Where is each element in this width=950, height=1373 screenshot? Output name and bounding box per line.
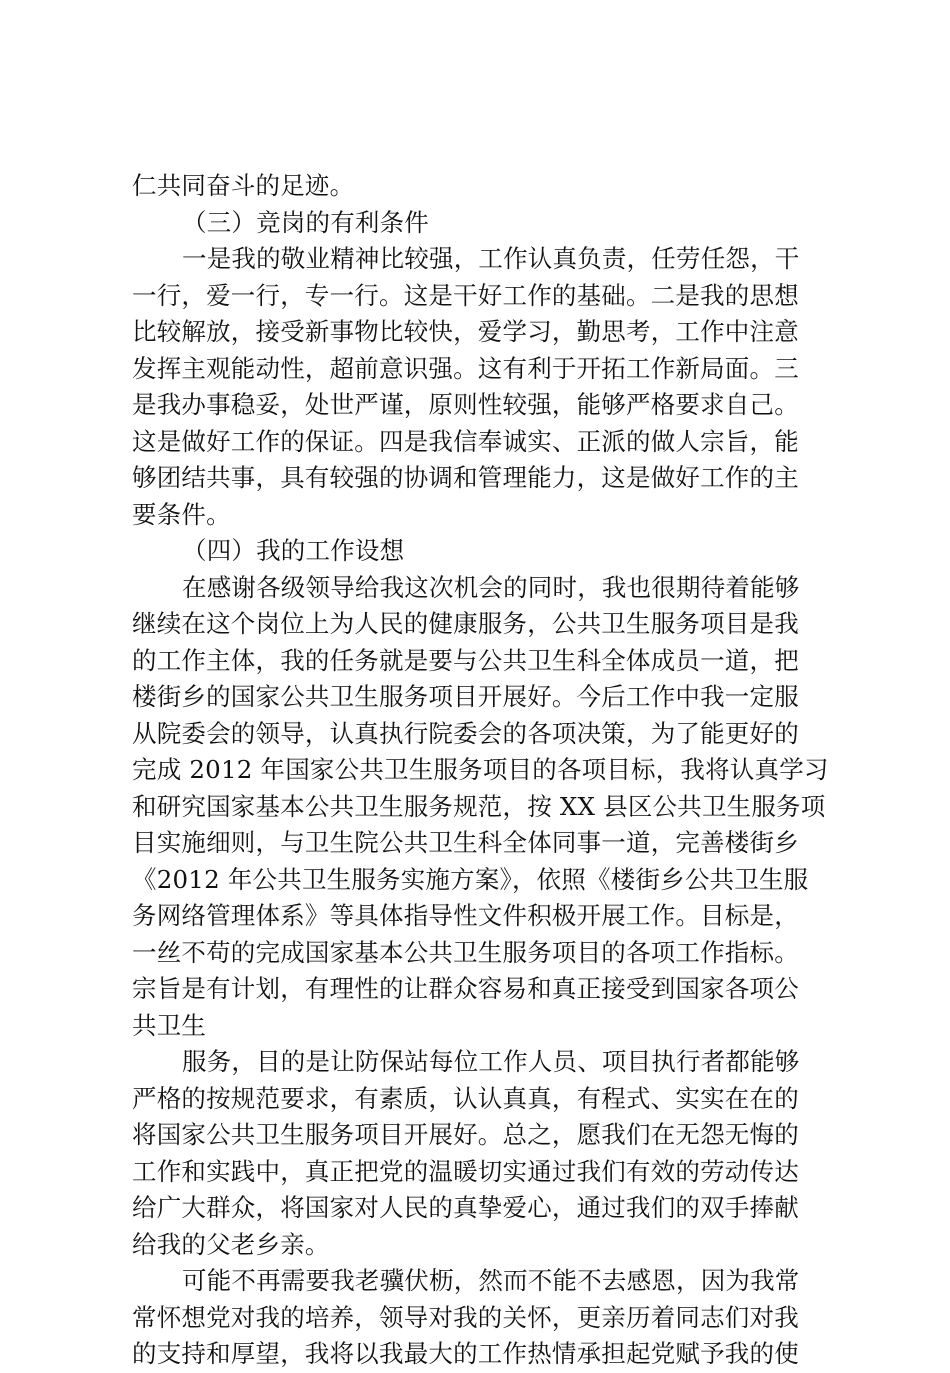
text-line: 是我办事稳妥，处世严谨，原则性较强，能够严格要求自己。 [132, 390, 799, 419]
text-line: 够团结共事，具有较强的协调和管理能力，这是做好工作的主 [132, 463, 799, 492]
text-line: 比较解放，接受新事物比较快，爱学习，勤思考，工作中注意 [132, 317, 799, 346]
text-line: 一是我的敬业精神比较强，工作认真负责，任劳任怨，干 [182, 244, 800, 273]
text-line: 仁共同奋斗的足迹。 [132, 171, 355, 200]
text-line: 从院委会的领导，认真执行院委会的各项决策，为了能更好的 [132, 718, 799, 748]
text-line: 将国家公共卫生服务项目开展好。总之，愿我们在无怨无悔的 [132, 1120, 799, 1149]
text-line: 这是做好工作的保证。四是我信奉诚实、正派的做人宗旨，能 [132, 426, 799, 456]
text-line: 和研究国家基本公共卫生服务规范，按 XX 县区公共卫生服务项 [132, 791, 826, 821]
text-line: 给广大群众，将国家对人民的真挚爱心，通过我们的双手捧献 [132, 1193, 799, 1222]
section-heading: （四）我的工作设想 [182, 536, 405, 565]
text-line: 楼街乡的国家公共卫生服务项目开展好。今后工作中我一定服 [132, 682, 799, 711]
text-line: 的工作主体，我的任务就是要与公共卫生科全体成员一道，把 [132, 645, 799, 675]
text-line: 服务，目的是让防保站每位工作人员、项目执行者都能够 [182, 1047, 800, 1076]
text-line: 发挥主观能动性，超前意识强。这有利于开拓工作新局面。三 [132, 353, 799, 383]
text-line: 可能不再需要我老骥伏枥，然而不能不去感恩，因为我常 [182, 1266, 800, 1295]
text-line: 一丝不苟的完成国家基本公共卫生服务项目的各项工作指标。 [132, 937, 799, 967]
text-line: 在感谢各级领导给我这次机会的同时，我也很期待着能够 [182, 572, 800, 602]
text-line: 工作和实践中，真正把党的温暖切实通过我们有效的劳动传达 [132, 1156, 799, 1186]
text-line: 目实施细则，与卫生院公共卫生科全体同事一道，完善楼街乡 [132, 828, 799, 857]
document-body [132, 168, 832, 1373]
text-line: 完成 2012 年国家公共卫生服务项目的各项目标，我将认真学习 [132, 755, 829, 784]
text-line: 常怀想党对我的培养，领导对我的关怀，更亲历着同志们对我 [132, 1302, 799, 1332]
text-line: 给我的父老乡亲。 [132, 1229, 330, 1259]
text-line: 宗旨是有计划，有理性的让群众容易和真正接受到国家各项公 [132, 974, 799, 1003]
text-line: 共卫生 [132, 1010, 207, 1040]
text-line: 的支持和厚望，我将以我最大的工作热情承担起党赋予我的使 [132, 1339, 799, 1368]
text-line: 务网络管理体系》等具体指导性文件积极开展工作。目标是， [132, 901, 799, 930]
text-line: 继续在这个岗位上为人民的健康服务，公共卫生服务项目是我 [132, 609, 799, 638]
text-line: 《2012 年公共卫生服务实施方案》，依照《楼街乡公共卫生服 [132, 864, 809, 894]
text-line: 一行，爱一行，专一行。这是干好工作的基础。二是我的思想 [132, 280, 799, 310]
text-line: 要条件。 [132, 499, 231, 529]
text-line: 严格的按规范要求，有素质，认认真真，有程式、实实在在的 [132, 1083, 799, 1113]
section-heading: （三）竞岗的有利条件 [182, 207, 429, 237]
